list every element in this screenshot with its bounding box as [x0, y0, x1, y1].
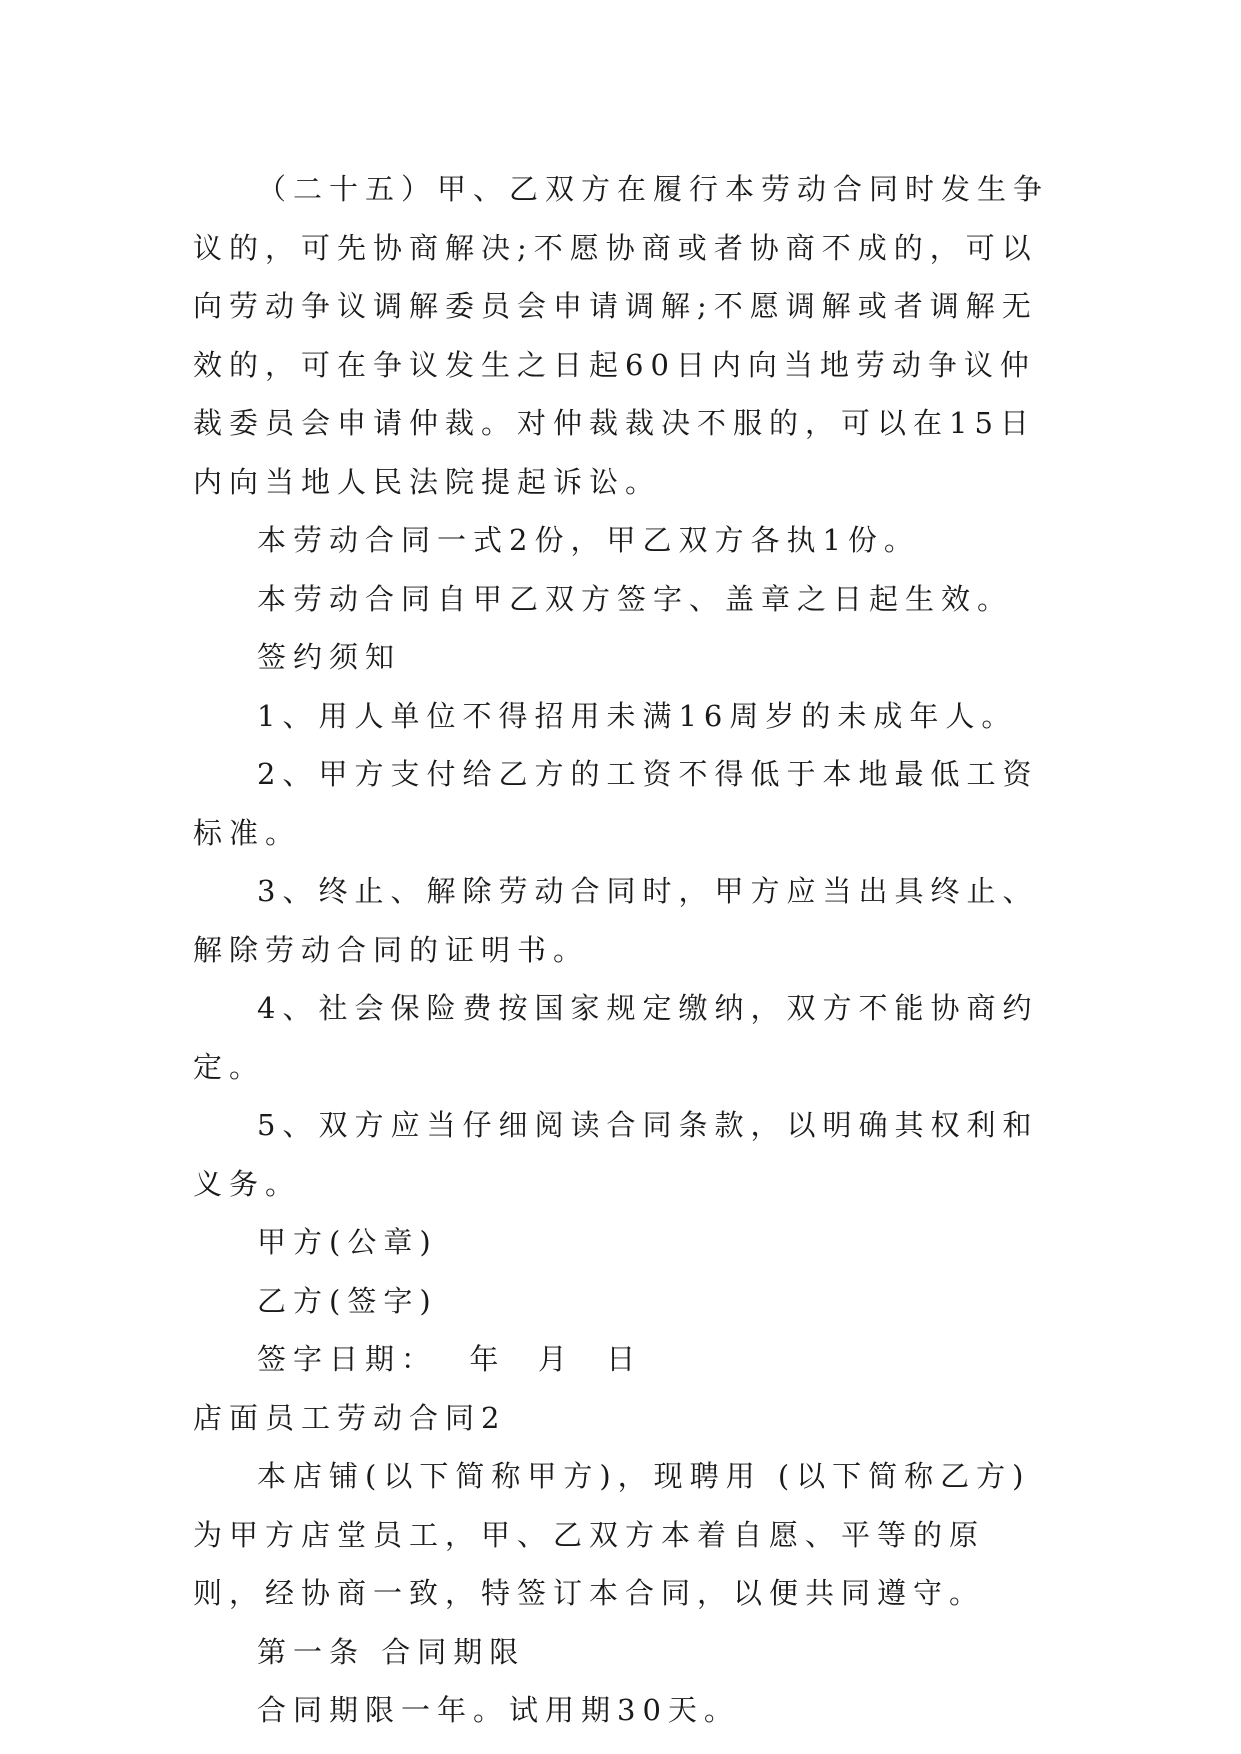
notice-item-2: 2、甲方支付给乙方的工资不得低于本地最低工资标准。: [193, 757, 1039, 850]
party-b-signature: 乙方(签字): [257, 1283, 438, 1318]
contract-effective: 本劳动合同自甲乙双方签字、盖章之日起生效。: [257, 581, 1014, 616]
signing-date: 签字日期： 年 月 日: [257, 1342, 643, 1376]
notice-item-4: 4、社会保险费按国家规定缴纳，双方不能协商约定。: [193, 991, 1039, 1084]
signing-notice-heading: 签约须知: [257, 640, 402, 674]
party-a-seal: 甲方(公章): [257, 1225, 438, 1259]
notice-item-1: 1、用人单位不得招用未满16周岁的未成年人。: [257, 698, 1018, 733]
notice-item-5: 5、双方应当仔细阅读合同条款，以明确其权利和义务。: [193, 1108, 1039, 1201]
clause-25-dispute-resolution: （二十五）甲、乙双方在履行本劳动合同时发生争议的，可先协商解决;不愿协商或者协商不成的，可以向劳动争议调解委员会申请调解;不愿调解或者调解无效的，可在争议发生之日起60日内向当地劳动争议仲裁委员会申请仲裁。对仲裁裁决不服的，可以在15日内向当地人民法院提起诉讼。: [193, 172, 1050, 499]
notice-item-3: 3、终止、解除劳动合同时，甲方应当出具终止、解除劳动合同的证明书。: [193, 874, 1039, 967]
contract-2-intro: 本店铺(以下简称甲方)，现聘用 (以下简称乙方)为甲方店堂员工，甲、乙双方本着自愿、平等的原则，经协商一致，特签订本合同，以便共同遵守。: [193, 1459, 1031, 1610]
contract-2-title: 店面员工劳动合同2: [193, 1400, 507, 1435]
article-1-term: 合同期限一年。试用期30天。: [257, 1693, 740, 1727]
contract-copies: 本劳动合同一式2份，甲乙双方各执1份。: [257, 523, 920, 557]
article-1-heading: 第一条 合同期限: [257, 1634, 526, 1669]
document-body: [193, 160, 1053, 1740]
